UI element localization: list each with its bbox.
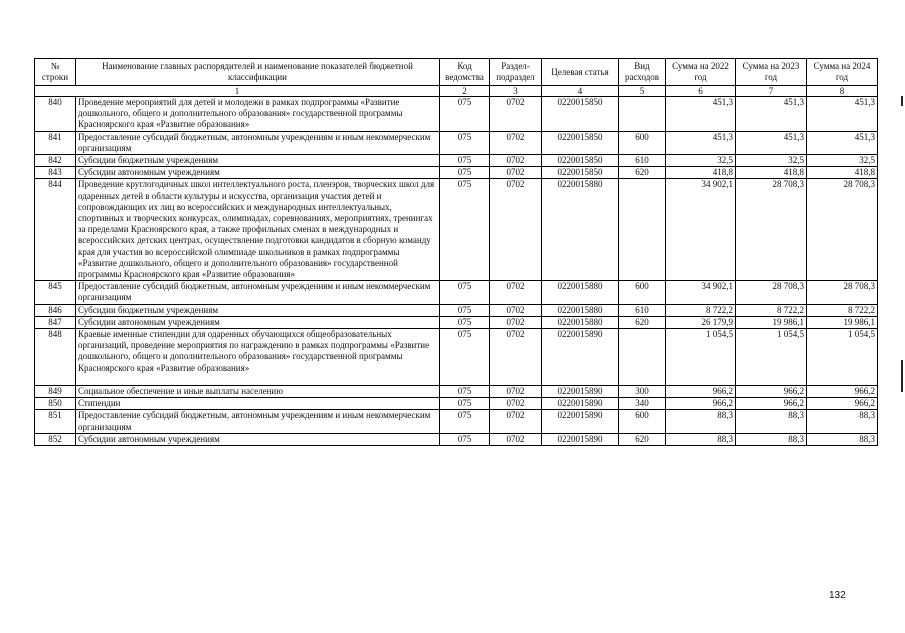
- row-sum-2023: 28 708,3: [736, 179, 807, 281]
- row-sum-2024: 451,3: [807, 97, 878, 132]
- row-sum-2024: 966,2: [807, 386, 878, 398]
- row-sum-2023: 451,3: [736, 131, 807, 154]
- row-sum-2022: 966,2: [666, 386, 736, 398]
- row-section: 0702: [490, 179, 542, 281]
- row-sum-2022: 451,3: [666, 97, 736, 132]
- row-name: Субсидии автономным учреждениям: [76, 167, 440, 179]
- row-department-code: 075: [440, 398, 490, 410]
- table-row: [35, 386, 878, 398]
- row-target-article: 0220015850: [542, 167, 619, 179]
- row-expense-type: [619, 179, 666, 281]
- row-department-code: 075: [440, 97, 490, 132]
- row-department-code: 075: [440, 304, 490, 316]
- row-sum-2022: 88,3: [666, 433, 736, 445]
- header-name: Наименование главных распорядителей и наименование показателей бюджетной классификации: [76, 59, 440, 86]
- row-department-code: 075: [440, 167, 490, 179]
- row-sum-2023: 32,5: [736, 155, 807, 167]
- table-row: [35, 410, 878, 433]
- row-department-code: 075: [440, 131, 490, 154]
- table-header-row: [35, 59, 878, 86]
- row-name: Социальное обеспечение и иные выплаты населению: [76, 386, 440, 398]
- row-number: 846: [35, 304, 76, 316]
- scan-edge-mark: [901, 360, 903, 392]
- row-sum-2023: 88,3: [736, 410, 807, 433]
- column-number: 5: [619, 86, 666, 97]
- row-name: Предоставление субсидий бюджетным, автономным учреждениям и иным некоммерческим организациям: [76, 410, 440, 433]
- row-expense-type: [619, 329, 666, 386]
- table-row: [35, 398, 878, 410]
- row-number: 850: [35, 398, 76, 410]
- row-number: 840: [35, 97, 76, 132]
- row-sum-2024: 88,3: [807, 410, 878, 433]
- row-section: 0702: [490, 155, 542, 167]
- row-sum-2022: 88,3: [666, 410, 736, 433]
- row-sum-2023: 418,8: [736, 167, 807, 179]
- row-section: 0702: [490, 386, 542, 398]
- scan-edge-mark: [901, 96, 903, 106]
- row-sum-2023: 88,3: [736, 433, 807, 445]
- column-number: 8: [807, 86, 878, 97]
- row-sum-2024: 418,8: [807, 167, 878, 179]
- row-section: 0702: [490, 167, 542, 179]
- row-number: 847: [35, 316, 76, 328]
- row-expense-type: 300: [619, 386, 666, 398]
- table-row: [35, 304, 878, 316]
- row-target-article: 0220015890: [542, 386, 619, 398]
- row-number: 841: [35, 131, 76, 154]
- header-expense-type: Вид расходов: [619, 59, 666, 86]
- column-number: 1: [35, 86, 440, 97]
- row-target-article: 0220015880: [542, 179, 619, 281]
- row-target-article: 0220015880: [542, 281, 619, 304]
- row-sum-2024: 28 708,3: [807, 281, 878, 304]
- row-target-article: 0220015850: [542, 97, 619, 132]
- row-section: 0702: [490, 410, 542, 433]
- row-name: Субсидии бюджетным учреждениям: [76, 155, 440, 167]
- row-name: Краевые именные стипендии для одаренных обучающихся общеобразовательных организаций, проведение мероприятия по награждению в рамках подпрограммы «Развитие дошкольного, общего и дополнительного образования» государственной программы Красноярского края «Развитие образования»: [76, 329, 440, 386]
- row-number: 852: [35, 433, 76, 445]
- row-name: Стипендии: [76, 398, 440, 410]
- row-department-code: 075: [440, 281, 490, 304]
- budget-table: [34, 58, 878, 446]
- row-number: 844: [35, 179, 76, 281]
- header-department-code: Код ведомства: [440, 59, 490, 86]
- row-sum-2022: 418,8: [666, 167, 736, 179]
- header-sum-2022: Сумма на 2022 год: [666, 59, 736, 86]
- table-row: [35, 316, 878, 328]
- row-expense-type: 620: [619, 167, 666, 179]
- row-sum-2024: 19 986,1: [807, 316, 878, 328]
- row-number: 845: [35, 281, 76, 304]
- row-sum-2024: 28 708,3: [807, 179, 878, 281]
- row-section: 0702: [490, 316, 542, 328]
- header-sum-2023: Сумма на 2023 год: [736, 59, 807, 86]
- row-sum-2023: 28 708,3: [736, 281, 807, 304]
- row-target-article: 0220015890: [542, 329, 619, 386]
- header-row-number: № строки: [35, 59, 76, 86]
- row-sum-2023: 966,2: [736, 386, 807, 398]
- row-expense-type: 600: [619, 281, 666, 304]
- row-expense-type: 610: [619, 304, 666, 316]
- header-sum-2024: Сумма на 2024 год: [807, 59, 878, 86]
- row-sum-2022: 26 179,9: [666, 316, 736, 328]
- row-section: 0702: [490, 97, 542, 132]
- row-section: 0702: [490, 281, 542, 304]
- page-number: 132: [829, 590, 846, 601]
- row-department-code: 075: [440, 155, 490, 167]
- row-expense-type: 600: [619, 410, 666, 433]
- row-sum-2024: 451,3: [807, 131, 878, 154]
- row-sum-2024: 32,5: [807, 155, 878, 167]
- row-number: 842: [35, 155, 76, 167]
- row-section: 0702: [490, 329, 542, 386]
- row-expense-type: 600: [619, 131, 666, 154]
- table-row: [35, 281, 878, 304]
- header-target-article: Целевая статья: [542, 59, 619, 86]
- table-row: [35, 155, 878, 167]
- row-expense-type: 340: [619, 398, 666, 410]
- row-section: 0702: [490, 131, 542, 154]
- row-department-code: 075: [440, 433, 490, 445]
- row-name: Субсидии автономным учреждениям: [76, 433, 440, 445]
- table-row: [35, 329, 878, 386]
- row-target-article: 0220015880: [542, 316, 619, 328]
- column-number: 2: [440, 86, 490, 97]
- row-department-code: 075: [440, 386, 490, 398]
- row-sum-2023: 8 722,2: [736, 304, 807, 316]
- table-row: [35, 433, 878, 445]
- table-row: [35, 97, 878, 132]
- column-number: 6: [666, 86, 736, 97]
- row-name: Субсидии автономным учреждениям: [76, 316, 440, 328]
- row-sum-2023: 19 986,1: [736, 316, 807, 328]
- row-name: Проведение круглогодичных школ интеллектуального роста, пленэров, творческих школ для одаренных детей в области культуры и искусства, организация участия детей и сопровождающих их лиц во всероссийских и международных интеллектуальных, спортивных и творческих конкурсах, олимпиадах, соревнованиях, мероприятиях, тренингах за пределами Красноярского края, а также профильных сменах в международных и всероссийских детских центрах, осуществление подготовки кандидатов в сборную команду края для участия во всероссийской олимпиаде школьников в рамках подпрограммы «Развитие дошкольного, общего и дополнительного образования» государственной программы Красноярского края «Развитие образования»: [76, 179, 440, 281]
- row-sum-2024: 1 054,5: [807, 329, 878, 386]
- row-sum-2024: 8 722,2: [807, 304, 878, 316]
- row-target-article: 0220015890: [542, 398, 619, 410]
- row-number: 848: [35, 329, 76, 386]
- row-sum-2024: 88,3: [807, 433, 878, 445]
- row-name: Проведение мероприятий для детей и молодежи в рамках подпрограммы «Развитие дошкольного, общего и дополнительного образования» государственной программы Красноярского края «Развитие образования»: [76, 97, 440, 132]
- row-expense-type: [619, 97, 666, 132]
- row-target-article: 0220015850: [542, 131, 619, 154]
- row-target-article: 0220015890: [542, 410, 619, 433]
- row-sum-2022: 8 722,2: [666, 304, 736, 316]
- row-sum-2022: 451,3: [666, 131, 736, 154]
- row-number: 843: [35, 167, 76, 179]
- row-sum-2023: 1 054,5: [736, 329, 807, 386]
- row-expense-type: 610: [619, 155, 666, 167]
- row-sum-2023: 966,2: [736, 398, 807, 410]
- row-target-article: 0220015880: [542, 304, 619, 316]
- row-section: 0702: [490, 304, 542, 316]
- row-department-code: 075: [440, 316, 490, 328]
- row-sum-2022: 34 902,1: [666, 179, 736, 281]
- row-expense-type: 620: [619, 316, 666, 328]
- row-sum-2022: 1 054,5: [666, 329, 736, 386]
- row-department-code: 075: [440, 179, 490, 281]
- column-number-row: [35, 86, 878, 97]
- row-expense-type: 620: [619, 433, 666, 445]
- row-department-code: 075: [440, 410, 490, 433]
- row-section: 0702: [490, 433, 542, 445]
- row-number: 849: [35, 386, 76, 398]
- row-name: Предоставление субсидий бюджетным, автономным учреждениям и иным некоммерческим организациям: [76, 281, 440, 304]
- row-department-code: 075: [440, 329, 490, 386]
- row-section: 0702: [490, 398, 542, 410]
- column-number: 3: [490, 86, 542, 97]
- table-row: [35, 167, 878, 179]
- row-target-article: 0220015890: [542, 433, 619, 445]
- row-sum-2023: 451,3: [736, 97, 807, 132]
- row-name: Предоставление субсидий бюджетным, автономным учреждениям и иным некоммерческим организациям: [76, 131, 440, 154]
- row-sum-2024: 966,2: [807, 398, 878, 410]
- header-section: Раздел-подраздел: [490, 59, 542, 86]
- row-sum-2022: 32,5: [666, 155, 736, 167]
- row-sum-2022: 966,2: [666, 398, 736, 410]
- table-row: [35, 179, 878, 281]
- row-name: Субсидии бюджетным учреждениям: [76, 304, 440, 316]
- table-row: [35, 131, 878, 154]
- row-sum-2022: 34 902,1: [666, 281, 736, 304]
- row-number: 851: [35, 410, 76, 433]
- column-number: 4: [542, 86, 619, 97]
- column-number: 7: [736, 86, 807, 97]
- row-target-article: 0220015850: [542, 155, 619, 167]
